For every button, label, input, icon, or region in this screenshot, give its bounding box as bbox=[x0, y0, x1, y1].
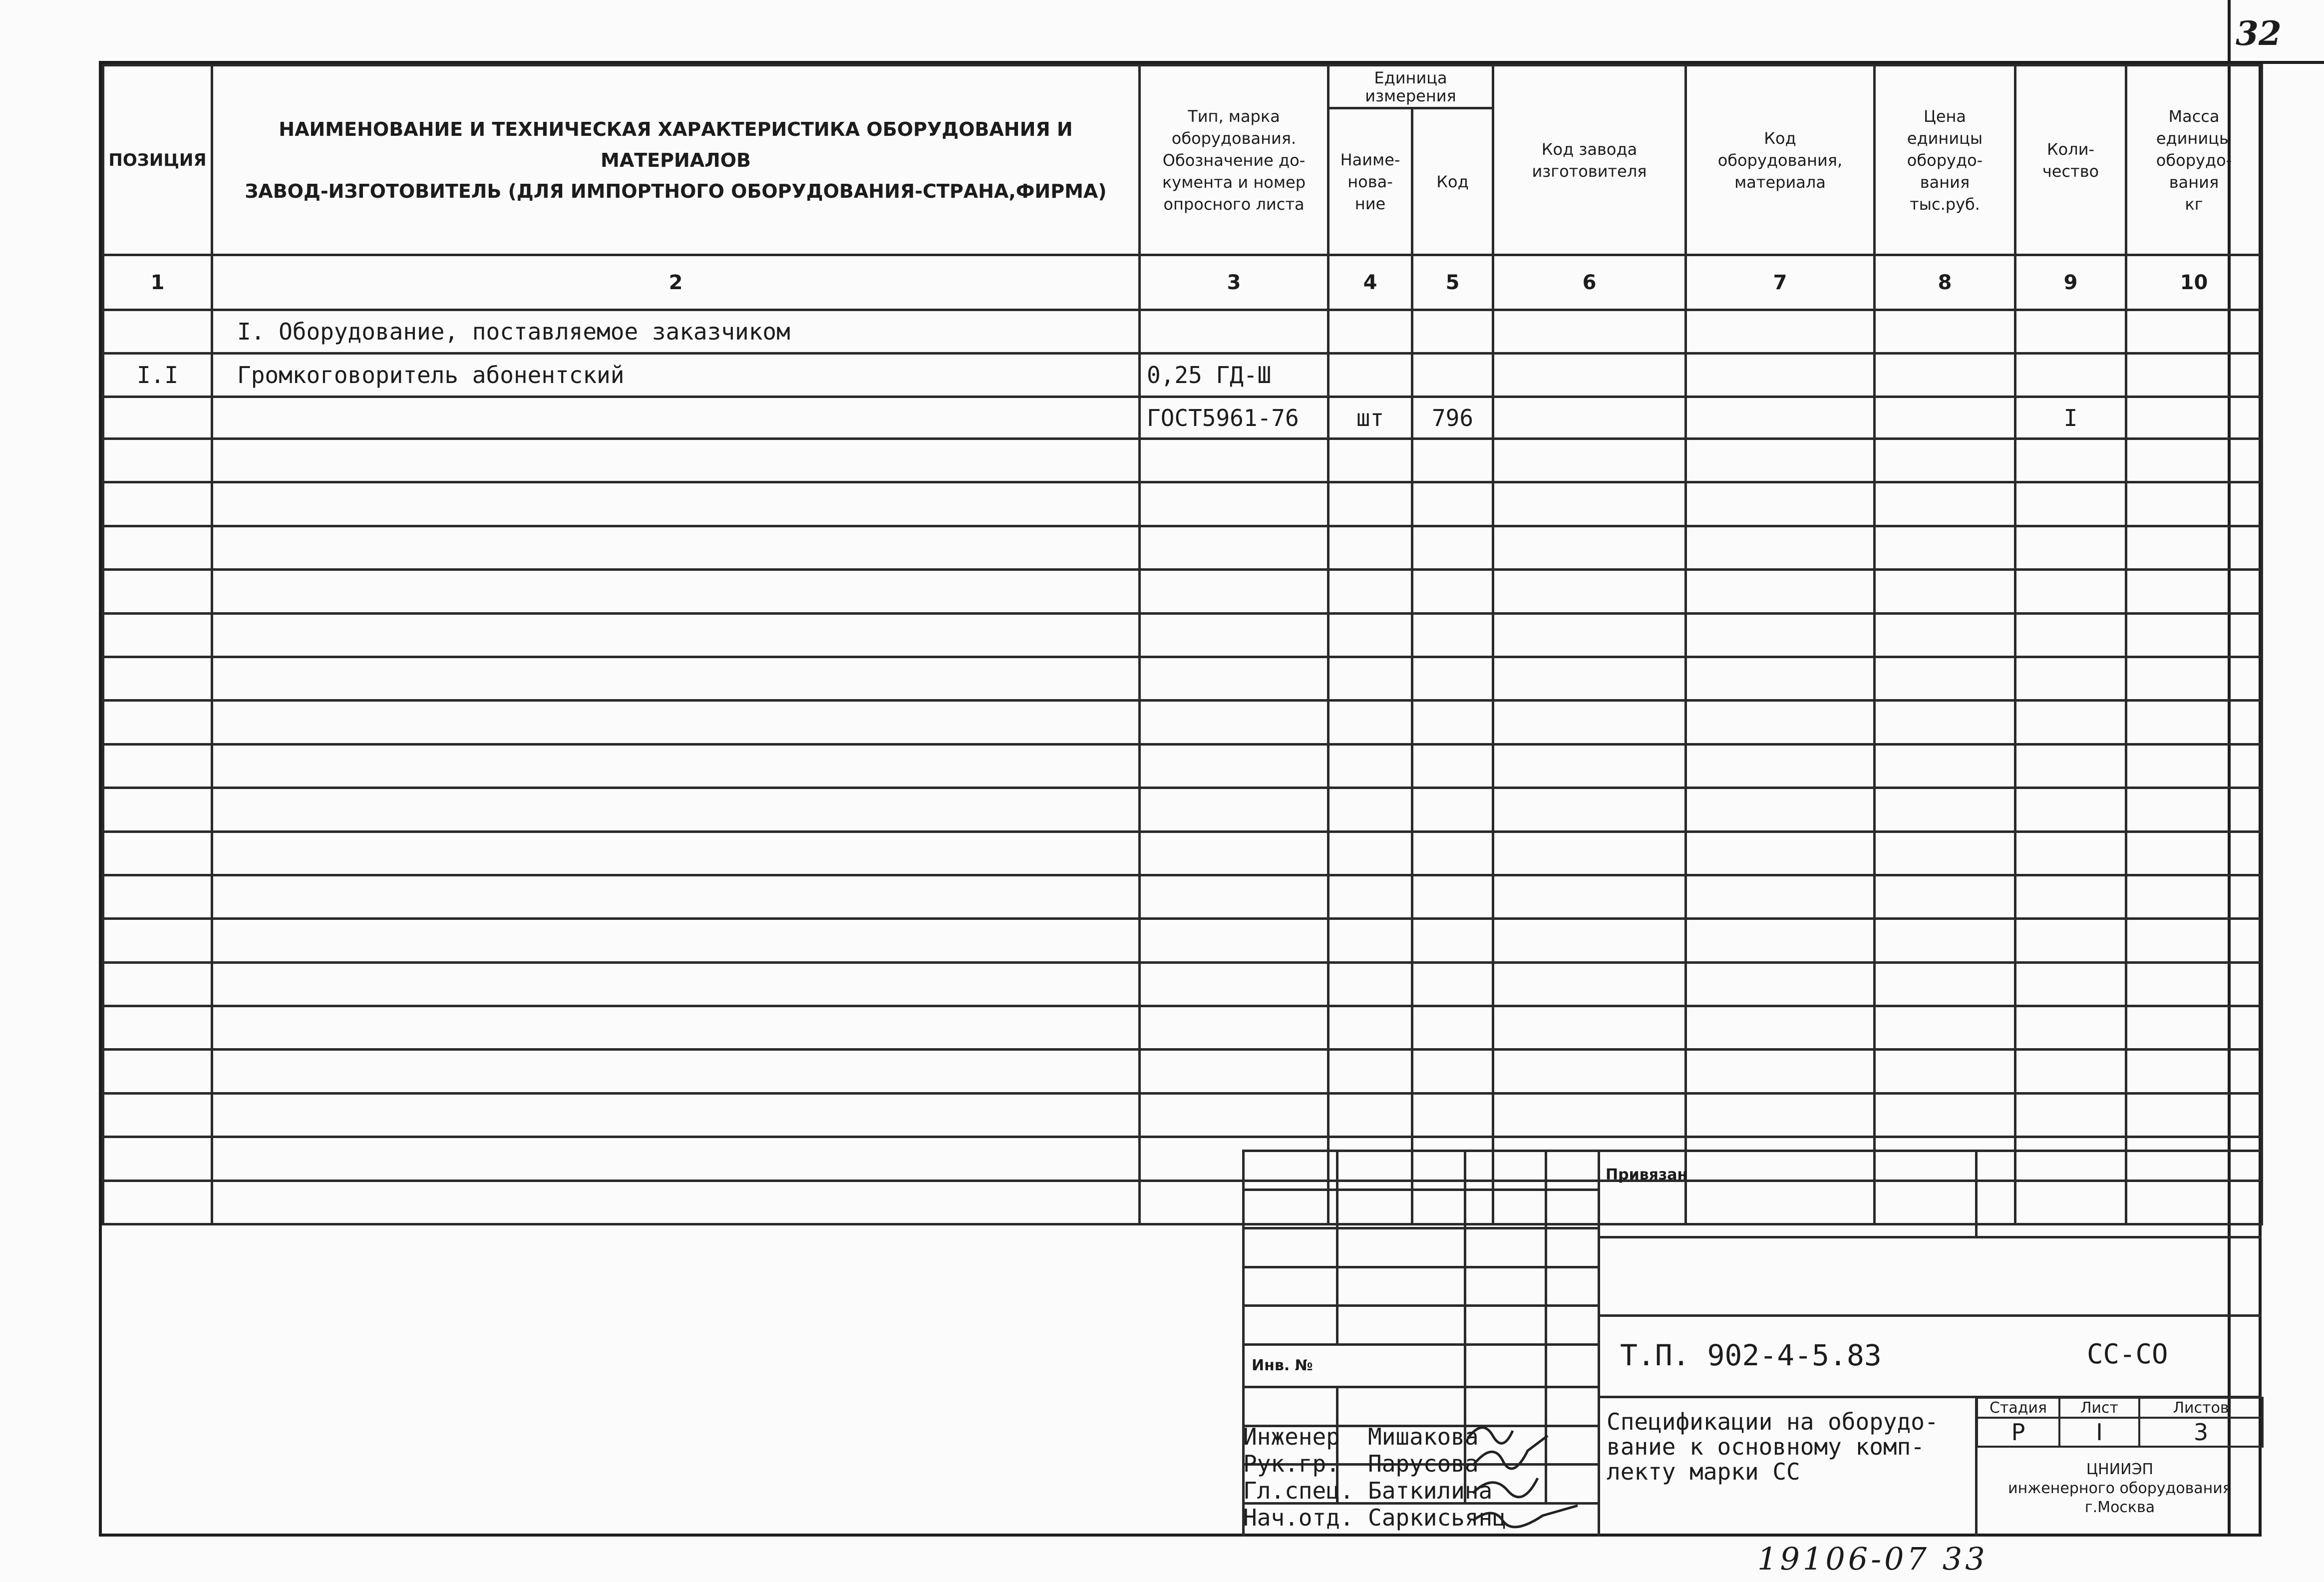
row-equipment-code bbox=[1686, 570, 1875, 613]
row-unit-code bbox=[1412, 657, 1493, 700]
header-equipment-code-line: материала bbox=[1734, 172, 1826, 192]
row-mass bbox=[2126, 482, 2262, 526]
row-position bbox=[103, 439, 212, 482]
row-price bbox=[1875, 1093, 2015, 1137]
col-number: 1 bbox=[103, 255, 212, 310]
row-quantity bbox=[2015, 1093, 2126, 1137]
col-number: 5 bbox=[1412, 255, 1493, 310]
row-quantity bbox=[2015, 788, 2126, 831]
row-equipment-code bbox=[1686, 788, 1875, 831]
table-row bbox=[103, 482, 2262, 526]
row-factory-code bbox=[1493, 1093, 1686, 1137]
row-mass bbox=[2126, 310, 2262, 354]
row-type bbox=[1140, 482, 1328, 526]
header-type-line: кумента и номер bbox=[1162, 172, 1306, 192]
header-name bbox=[212, 65, 1140, 255]
row-unit-code bbox=[1412, 354, 1493, 397]
row-unit bbox=[1328, 788, 1412, 831]
organization bbox=[1978, 1460, 2262, 1517]
table-row bbox=[103, 788, 2262, 831]
row-equipment-code bbox=[1686, 831, 1875, 875]
header-name-line1: НАИМЕНОВАНИЕ И ТЕХНИЧЕСКАЯ ХАРАКТЕРИСТИКА ОБОРУДОВАНИЯ И bbox=[279, 118, 1073, 140]
row-equipment-code bbox=[1686, 310, 1875, 354]
header-name-line3: ЗАВОД-ИЗГОТОВИТЕЛЬ (ДЛЯ ИМПОРТНОГО ОБОРУДОВАНИЯ-СТРАНА,ФИРМА) bbox=[245, 180, 1107, 202]
row-type bbox=[1140, 962, 1328, 1006]
row-unit bbox=[1328, 439, 1412, 482]
row-unit-code bbox=[1412, 962, 1493, 1006]
header-quantity-line: чество bbox=[2042, 161, 2099, 181]
row-name bbox=[212, 962, 1140, 1006]
signer-name: Мишакова bbox=[1368, 1423, 1479, 1450]
col-number: 3 bbox=[1140, 255, 1328, 310]
header-unit-code: Код bbox=[1412, 108, 1493, 255]
row-price bbox=[1875, 1050, 2015, 1093]
header-type-line: Тип, марка bbox=[1188, 106, 1280, 126]
row-unit: шт bbox=[1328, 397, 1412, 439]
row-position bbox=[103, 1006, 212, 1050]
row-equipment-code bbox=[1686, 482, 1875, 526]
row-name bbox=[212, 570, 1140, 613]
row-type bbox=[1140, 1006, 1328, 1050]
row-factory-code bbox=[1493, 1050, 1686, 1093]
organization-line: инженерного оборудования bbox=[2008, 1480, 2232, 1497]
row-quantity bbox=[2015, 1050, 2126, 1093]
table-row bbox=[103, 919, 2262, 962]
row-position bbox=[103, 1137, 212, 1181]
row-position bbox=[103, 919, 212, 962]
row-type bbox=[1140, 526, 1328, 569]
row-unit-code bbox=[1412, 875, 1493, 918]
row-unit bbox=[1328, 310, 1412, 354]
header-type-line: оборудования. bbox=[1171, 128, 1297, 148]
row-type bbox=[1140, 831, 1328, 875]
header-unit-name bbox=[1328, 108, 1412, 255]
description-line: вание к основному комп- bbox=[1607, 1433, 1925, 1460]
row-mass bbox=[2126, 613, 2262, 657]
row-quantity bbox=[2015, 875, 2126, 918]
stage-value: Р bbox=[1977, 1418, 2059, 1447]
row-unit bbox=[1328, 526, 1412, 569]
row-quantity bbox=[2015, 831, 2126, 875]
row-equipment-code bbox=[1686, 919, 1875, 962]
row-price bbox=[1875, 482, 2015, 526]
row-type bbox=[1140, 744, 1328, 788]
header-price-line: вания bbox=[1920, 172, 1970, 192]
row-name: Громкоговоритель абонентский bbox=[212, 354, 1140, 397]
row-equipment-code bbox=[1686, 657, 1875, 700]
row-quantity bbox=[2015, 354, 2126, 397]
row-quantity bbox=[2015, 570, 2126, 613]
row-quantity bbox=[2015, 1006, 2126, 1050]
row-equipment-code bbox=[1686, 1050, 1875, 1093]
row-unit bbox=[1328, 962, 1412, 1006]
row-unit-code bbox=[1412, 1006, 1493, 1050]
row-factory-code bbox=[1493, 919, 1686, 962]
signer-role: Инженер bbox=[1243, 1423, 1340, 1450]
col-number: 2 bbox=[212, 255, 1140, 310]
privyazan-divider bbox=[1975, 1150, 1978, 1237]
row-position bbox=[103, 1181, 212, 1224]
row-position bbox=[103, 875, 212, 918]
stage-sheet-table bbox=[1976, 1397, 2264, 1448]
header-quantity-line: Коли- bbox=[2046, 139, 2095, 159]
row-unit-code bbox=[1412, 613, 1493, 657]
row-name bbox=[212, 657, 1140, 700]
table-row bbox=[103, 570, 2262, 613]
row-equipment-code bbox=[1686, 875, 1875, 918]
header-unit-name-line: ние bbox=[1354, 194, 1386, 213]
header-factory-code bbox=[1493, 65, 1686, 255]
row-type bbox=[1140, 875, 1328, 918]
row-equipment-code bbox=[1686, 962, 1875, 1006]
row-mass bbox=[2126, 657, 2262, 700]
col-number: 10 bbox=[2126, 255, 2262, 310]
row-name bbox=[212, 526, 1140, 569]
row-position: I.I bbox=[103, 354, 212, 397]
row-unit-code bbox=[1412, 919, 1493, 962]
row-equipment-code bbox=[1686, 439, 1875, 482]
table-row bbox=[103, 310, 2262, 354]
row-price bbox=[1875, 744, 2015, 788]
header-price-line: тыс.руб. bbox=[1910, 194, 1980, 214]
row-mass bbox=[2126, 354, 2262, 397]
row-mass bbox=[2126, 397, 2262, 439]
sheets-label: Листов bbox=[2139, 1398, 2263, 1418]
row-name bbox=[212, 788, 1140, 831]
table-row bbox=[103, 397, 2262, 439]
row-type bbox=[1140, 1093, 1328, 1137]
row-type bbox=[1140, 657, 1328, 700]
table-row bbox=[103, 831, 2262, 875]
row-name bbox=[212, 397, 1140, 439]
header-unit-group bbox=[1328, 65, 1493, 108]
header-mass-line: вания bbox=[2169, 172, 2219, 192]
row-mass bbox=[2126, 788, 2262, 831]
row-quantity bbox=[2015, 613, 2126, 657]
signer-role: Гл.спец. bbox=[1243, 1477, 1354, 1504]
row-equipment-code bbox=[1686, 354, 1875, 397]
row-mass bbox=[2126, 875, 2262, 918]
header-type-line: Обозначение до- bbox=[1162, 150, 1306, 170]
row-position bbox=[103, 1050, 212, 1093]
row-unit-code bbox=[1412, 482, 1493, 526]
row-unit bbox=[1328, 1050, 1412, 1093]
row-position bbox=[103, 962, 212, 1006]
row-factory-code bbox=[1493, 570, 1686, 613]
col-number: 7 bbox=[1686, 255, 1875, 310]
row-factory-code bbox=[1493, 744, 1686, 788]
row-factory-code bbox=[1493, 397, 1686, 439]
row-price bbox=[1875, 657, 2015, 700]
row-equipment-code bbox=[1686, 1093, 1875, 1137]
signer-name: Саркисьянц bbox=[1368, 1504, 1506, 1531]
signer-name: Парусова bbox=[1368, 1450, 1479, 1477]
row-position bbox=[103, 526, 212, 569]
row-unit bbox=[1328, 482, 1412, 526]
row-unit-code bbox=[1412, 310, 1493, 354]
row-mass bbox=[2126, 1050, 2262, 1093]
header-unit-group-line: измерения bbox=[1365, 86, 1456, 105]
row-type: 0,25 ГД-Ш bbox=[1140, 354, 1328, 397]
row-unit-code bbox=[1412, 570, 1493, 613]
row-mass bbox=[2126, 701, 2262, 744]
header-name-line2: МАТЕРИАЛОВ bbox=[601, 149, 751, 171]
row-position bbox=[103, 657, 212, 700]
table-row bbox=[103, 1093, 2262, 1137]
row-price bbox=[1875, 439, 2015, 482]
row-equipment-code bbox=[1686, 744, 1875, 788]
row-position bbox=[103, 570, 212, 613]
header-equipment-code bbox=[1686, 65, 1875, 255]
header-unit-group-line: Единица bbox=[1374, 68, 1447, 87]
row-factory-code bbox=[1493, 657, 1686, 700]
header-factory-code-line: изготовителя bbox=[1532, 161, 1647, 181]
row-mass bbox=[2126, 570, 2262, 613]
row-position bbox=[103, 831, 212, 875]
row-unit bbox=[1328, 831, 1412, 875]
row-name bbox=[212, 1181, 1140, 1224]
header-type-line: опросного листа bbox=[1163, 194, 1305, 214]
row-equipment-code bbox=[1686, 526, 1875, 569]
table-row bbox=[103, 1006, 2262, 1050]
row-quantity bbox=[2015, 482, 2126, 526]
archive-code: 19106-07 33 bbox=[1757, 1541, 1988, 1577]
row-equipment-code bbox=[1686, 701, 1875, 744]
row-type bbox=[1140, 701, 1328, 744]
header-mass-line: Масса bbox=[2168, 106, 2220, 126]
header-mass bbox=[2126, 65, 2262, 255]
sheet-label: Лист bbox=[2059, 1398, 2139, 1418]
header-unit-name-line: нова- bbox=[1347, 172, 1393, 191]
row-name bbox=[212, 1137, 1140, 1181]
row-factory-code bbox=[1493, 1006, 1686, 1050]
row-unit bbox=[1328, 875, 1412, 918]
row-price bbox=[1875, 919, 2015, 962]
organization-line: г.Москва bbox=[2084, 1499, 2155, 1516]
row-name bbox=[212, 1093, 1140, 1137]
row-quantity bbox=[2015, 526, 2126, 569]
table-row bbox=[103, 701, 2262, 744]
header-mass-line: единицы bbox=[2156, 128, 2232, 148]
row-position bbox=[103, 310, 212, 354]
row-mass bbox=[2126, 744, 2262, 788]
table-row bbox=[103, 354, 2262, 397]
row-position bbox=[103, 701, 212, 744]
table-row bbox=[103, 744, 2262, 788]
row-unit-code bbox=[1412, 526, 1493, 569]
row-quantity: I bbox=[2015, 397, 2126, 439]
organization-line: ЦНИИЭП bbox=[2086, 1461, 2154, 1478]
row-price bbox=[1875, 526, 2015, 569]
row-unit-code bbox=[1412, 1050, 1493, 1093]
row-price bbox=[1875, 701, 2015, 744]
row-price bbox=[1875, 354, 2015, 397]
row-type bbox=[1140, 613, 1328, 657]
signer-name: Баткилина bbox=[1368, 1477, 1493, 1504]
row-price bbox=[1875, 788, 2015, 831]
col-number: 6 bbox=[1493, 255, 1686, 310]
col-number: 9 bbox=[2015, 255, 2126, 310]
row-mass bbox=[2126, 919, 2262, 962]
row-quantity bbox=[2015, 962, 2126, 1006]
row-factory-code bbox=[1493, 962, 1686, 1006]
row-price bbox=[1875, 310, 2015, 354]
row-quantity bbox=[2015, 744, 2126, 788]
row-factory-code bbox=[1493, 354, 1686, 397]
signatures-scribble-icon bbox=[1463, 1418, 1608, 1533]
row-unit-code bbox=[1412, 701, 1493, 744]
row-factory-code bbox=[1493, 439, 1686, 482]
row-type bbox=[1140, 1050, 1328, 1093]
row-unit-code: 796 bbox=[1412, 397, 1493, 439]
signer-role: Нач.отд. bbox=[1243, 1504, 1354, 1531]
header-price bbox=[1875, 65, 2015, 255]
row-name bbox=[212, 831, 1140, 875]
row-unit bbox=[1328, 744, 1412, 788]
table-row bbox=[103, 962, 2262, 1006]
row-factory-code bbox=[1493, 482, 1686, 526]
header-position: ПОЗИЦИЯ bbox=[103, 65, 212, 255]
header-mass-line: кг bbox=[2185, 194, 2203, 214]
row-quantity bbox=[2015, 919, 2126, 962]
table-row bbox=[103, 657, 2262, 700]
row-quantity bbox=[2015, 701, 2126, 744]
row-equipment-code bbox=[1686, 1006, 1875, 1050]
row-type bbox=[1140, 310, 1328, 354]
row-unit bbox=[1328, 1093, 1412, 1137]
header-type bbox=[1140, 65, 1328, 255]
row-name bbox=[212, 744, 1140, 788]
row-name bbox=[212, 1006, 1140, 1050]
description-line: лекту марки СС bbox=[1607, 1458, 1800, 1485]
row-position bbox=[103, 482, 212, 526]
stage-label: Стадия bbox=[1977, 1398, 2059, 1418]
row-unit bbox=[1328, 613, 1412, 657]
row-price bbox=[1875, 570, 2015, 613]
row-position bbox=[103, 1093, 212, 1137]
description-line: Спецификации на оборудо- bbox=[1607, 1408, 1939, 1435]
row-quantity bbox=[2015, 310, 2126, 354]
row-unit bbox=[1328, 701, 1412, 744]
row-unit-code bbox=[1412, 788, 1493, 831]
row-price bbox=[1875, 962, 2015, 1006]
header-factory-code-line: Код завода bbox=[1541, 139, 1638, 159]
row-price bbox=[1875, 831, 2015, 875]
row-name bbox=[212, 613, 1140, 657]
row-mass bbox=[2126, 1093, 2262, 1137]
row-unit bbox=[1328, 354, 1412, 397]
col-number: 8 bbox=[1875, 255, 2015, 310]
sheets-value: 3 bbox=[2139, 1418, 2263, 1447]
table-row bbox=[103, 526, 2262, 569]
header-equipment-code-line: Код bbox=[1764, 128, 1796, 148]
row-mass bbox=[2126, 831, 2262, 875]
row-price bbox=[1875, 397, 2015, 439]
row-unit bbox=[1328, 1006, 1412, 1050]
sheet-value: I bbox=[2059, 1418, 2139, 1447]
row-quantity bbox=[2015, 439, 2126, 482]
title-divider-1 bbox=[1598, 1236, 2262, 1238]
row-name: I. Оборудование, поставляемое заказчиком bbox=[212, 310, 1140, 354]
col-number: 4 bbox=[1328, 255, 1412, 310]
sheet-number: 32 bbox=[2236, 14, 2282, 53]
privyazan-label: Привязан bbox=[1606, 1166, 1688, 1184]
row-unit bbox=[1328, 570, 1412, 613]
specification-table bbox=[102, 64, 2263, 1225]
row-unit-code bbox=[1412, 744, 1493, 788]
row-position bbox=[103, 744, 212, 788]
row-factory-code bbox=[1493, 526, 1686, 569]
row-position bbox=[103, 613, 212, 657]
row-type bbox=[1140, 788, 1328, 831]
row-name bbox=[212, 875, 1140, 918]
row-quantity bbox=[2015, 657, 2126, 700]
document-code: Т.П. 902-4-5.83 bbox=[1620, 1338, 1882, 1372]
row-price bbox=[1875, 1006, 2015, 1050]
header-price-line: единицы bbox=[1907, 128, 1983, 148]
row-factory-code bbox=[1493, 875, 1686, 918]
row-name bbox=[212, 701, 1140, 744]
row-mass bbox=[2126, 1006, 2262, 1050]
row-factory-code bbox=[1493, 788, 1686, 831]
row-equipment-code bbox=[1686, 613, 1875, 657]
header-price-line: Цена bbox=[1923, 106, 1967, 126]
row-factory-code bbox=[1493, 831, 1686, 875]
document-description bbox=[1607, 1409, 1939, 1484]
row-unit-code bbox=[1412, 1093, 1493, 1137]
row-mass bbox=[2126, 526, 2262, 569]
header-quantity bbox=[2015, 65, 2126, 255]
row-price bbox=[1875, 875, 2015, 918]
row-type: ГОСТ5961-76 bbox=[1140, 397, 1328, 439]
row-position bbox=[103, 788, 212, 831]
inventory-number-label: Инв. № bbox=[1244, 1344, 1465, 1387]
row-type bbox=[1140, 919, 1328, 962]
row-unit bbox=[1328, 919, 1412, 962]
row-type bbox=[1140, 570, 1328, 613]
document-mark: СС-СО bbox=[2087, 1338, 2168, 1370]
header-price-line: оборудо- bbox=[1907, 150, 1983, 170]
row-factory-code bbox=[1493, 613, 1686, 657]
row-mass bbox=[2126, 962, 2262, 1006]
row-unit bbox=[1328, 657, 1412, 700]
row-name bbox=[212, 482, 1140, 526]
row-type bbox=[1140, 439, 1328, 482]
title-divider-2 bbox=[1598, 1314, 2262, 1317]
table-row bbox=[103, 439, 2262, 482]
table-row bbox=[103, 875, 2262, 918]
row-factory-code bbox=[1493, 310, 1686, 354]
row-name bbox=[212, 1050, 1140, 1093]
row-unit-code bbox=[1412, 831, 1493, 875]
header-mass-line: оборудо- bbox=[2156, 150, 2232, 170]
signer-role: Рук.гр. bbox=[1243, 1450, 1340, 1477]
row-name bbox=[212, 919, 1140, 962]
row-name bbox=[212, 439, 1140, 482]
row-mass bbox=[2126, 439, 2262, 482]
table-row bbox=[103, 1050, 2262, 1093]
header-unit-name-line: Наиме- bbox=[1340, 150, 1400, 169]
row-price bbox=[1875, 613, 2015, 657]
row-unit-code bbox=[1412, 439, 1493, 482]
row-position bbox=[103, 397, 212, 439]
row-factory-code bbox=[1493, 701, 1686, 744]
table-row bbox=[103, 613, 2262, 657]
header-equipment-code-line: оборудования, bbox=[1717, 150, 1843, 170]
row-equipment-code bbox=[1686, 397, 1875, 439]
